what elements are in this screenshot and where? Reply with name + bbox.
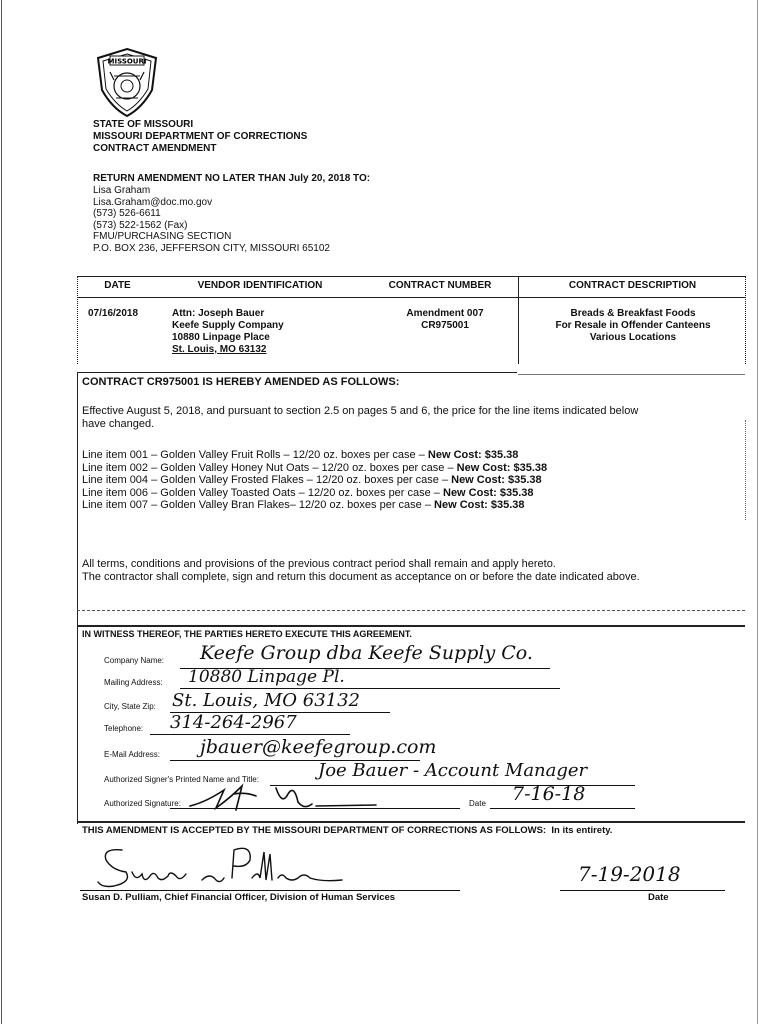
- description-line: Breads & Breakfast Foods: [570, 308, 696, 319]
- printed-name-field[interactable]: Joe Bauer - Account Manager: [318, 760, 588, 781]
- return-email: Lisa.Graham@doc.mo.gov: [93, 196, 213, 208]
- item-text: Line item 006 – Golden Valley Toasted Oats – 12/20 oz. boxes per case –: [82, 486, 443, 499]
- intro-line: have changed.: [82, 417, 155, 430]
- mailing-field[interactable]: 10880 Linpage Pl.: [188, 667, 345, 687]
- th-date: DATE: [104, 280, 131, 291]
- return-to-block: [93, 173, 370, 254]
- amend-top-rule-2: [518, 374, 745, 375]
- list-item: [82, 499, 742, 512]
- amend-left-rule: [77, 372, 78, 824]
- phone-field[interactable]: 314-264-2967: [170, 712, 297, 733]
- vendor-date-label: Date: [469, 799, 486, 808]
- td-vendor: [172, 308, 284, 356]
- terms-line: The contractor shall complete, sign and return this document as acceptance on or before the date indicated above.: [82, 570, 640, 583]
- phone-label: Telephone:: [104, 724, 144, 733]
- terms-paragraph: [82, 558, 747, 583]
- dept-signer-name: Susan D. Pulliam, Chief Financial Officer, Division of Human Services: [82, 892, 396, 903]
- return-address: P.O. BOX 236, JEFFERSON CITY, MISSOURI 65102: [93, 242, 330, 254]
- vendor-date-field[interactable]: 7-16-18: [512, 783, 586, 805]
- missouri-seal-logo: [92, 46, 162, 118]
- letterhead: [93, 119, 307, 155]
- table-top-rule: [77, 276, 745, 277]
- vendor-date-underline: [490, 808, 635, 809]
- vendor-line: 10880 Linpage Place: [172, 332, 270, 343]
- table-left-rule: [77, 276, 78, 364]
- description-line: Various Locations: [589, 332, 677, 343]
- item-cost: New Cost: $35.38: [451, 474, 542, 486]
- contract-number-line: CR975001: [421, 320, 469, 331]
- table-header-rule: [77, 297, 745, 298]
- vendor-line: Attn: Joseph Bauer: [172, 308, 265, 319]
- return-name: Lisa Graham: [93, 185, 151, 196]
- item-text: Line item 002 – Golden Valley Honey Nut Oats – 12/20 oz. boxes per case –: [82, 461, 457, 474]
- mailing-label: Mailing Address:: [104, 678, 163, 687]
- terms-line: All terms, conditions and provisions of the previous contract period shall remain and apply hereto.: [82, 558, 556, 570]
- return-heading: RETURN AMENDMENT NO LATER THAN July 20, 2018 TO:: [93, 173, 371, 184]
- vendor-signature-image[interactable]: [186, 780, 386, 814]
- mailing-underline: [180, 688, 560, 689]
- th-vendor: VENDOR IDENTIFICATION: [197, 280, 323, 291]
- td-description: [522, 308, 744, 344]
- email-field[interactable]: jbauer@keefegroup.com: [200, 736, 437, 758]
- item-text: Line item 007 – Golden Valley Bran Flakes– 12/20 oz. boxes per case –: [82, 499, 435, 511]
- seal-text: MISSOURI: [107, 57, 147, 66]
- phone-underline: [150, 734, 350, 735]
- header-doc-title: CONTRACT AMENDMENT: [93, 143, 217, 154]
- list-item: [82, 487, 742, 500]
- dept-date-underline: [560, 890, 725, 891]
- email-label: E-Mail Address:: [104, 750, 161, 759]
- witness-heading: IN WITNESS THEREOF, THE PARTIES HERETO EXECUTE THIS AGREEMENT.: [82, 629, 412, 639]
- amendment-intro: [82, 405, 742, 430]
- amend-top-rule: [77, 372, 517, 373]
- item-cost: New Cost: $35.38: [427, 449, 519, 461]
- table-right-rule: [745, 276, 746, 364]
- header-state: STATE OF MISSOURI: [93, 119, 194, 130]
- list-item: [82, 462, 742, 475]
- witness-rule: [77, 625, 745, 627]
- printed-name-label: Authorized Signer's Printed Name and Title:: [104, 775, 259, 784]
- vendor-line: St. Louis, MO 63132: [172, 344, 267, 355]
- item-cost: New Cost: $35.38: [443, 486, 534, 499]
- description-line: For Resale in Offender Canteens: [555, 320, 711, 331]
- vendor-line: Keefe Supply Company: [172, 320, 284, 331]
- amend-right-rule: [745, 420, 746, 520]
- contract-number-line: Amendment 007: [406, 308, 484, 319]
- company-label: Company Name:: [104, 656, 165, 665]
- city-label: City, State Zip:: [104, 702, 156, 711]
- list-item: [82, 474, 742, 487]
- th-description: CONTRACT DESCRIPTION: [568, 280, 697, 291]
- amendment-heading: CONTRACT CR975001 IS HEREBY AMENDED AS FOLLOWS:: [82, 376, 400, 388]
- return-section: FMU/PURCHASING SECTION: [93, 231, 232, 242]
- item-text: Line item 004 – Golden Valley Frosted Flakes – 12/20 oz. boxes per case –: [82, 474, 452, 486]
- witness-top-rule: [77, 610, 745, 611]
- city-field[interactable]: St. Louis, MO 63132: [172, 690, 360, 711]
- list-item: [82, 449, 742, 462]
- return-fax: (573) 522-1562 (Fax): [93, 219, 188, 231]
- company-field[interactable]: Keefe Group dba Keefe Supply Co.: [200, 642, 533, 664]
- header-department: MISSOURI DEPARTMENT OF CORRECTIONS: [93, 131, 308, 142]
- item-text: Line item 001 – Golden Valley Fruit Rolls – 12/20 oz. boxes per case –: [82, 449, 428, 461]
- page-edge-right: [757, 0, 758, 1024]
- dept-date-label: Date: [648, 892, 669, 903]
- return-phone: (573) 526-6611: [93, 208, 161, 219]
- signature-label: Authorized Signature:: [104, 799, 181, 808]
- acceptance-top-rule: [77, 821, 745, 823]
- dept-date-field[interactable]: 7-19-2018: [578, 862, 681, 886]
- item-cost: New Cost: $35.38: [456, 461, 548, 474]
- th-contract-number: CONTRACT NUMBER: [388, 280, 492, 291]
- td-date: 07/16/2018: [88, 308, 139, 319]
- acceptance-heading: [82, 825, 612, 837]
- acceptance-scope: In its entirety.: [551, 825, 613, 836]
- td-contract-number: [375, 308, 515, 332]
- intro-line: Effective August 5, 2018, and pursuant to section 2.5 on pages 5 and 6, the price for the line items indicated below: [82, 405, 639, 417]
- page-edge-left: [1, 0, 2, 1024]
- item-cost: New Cost: $35.38: [434, 499, 525, 511]
- acceptance-heading-text: THIS AMENDMENT IS ACCEPTED BY THE MISSOURI DEPARTMENT OF CORRECTIONS AS FOLLOWS:: [82, 825, 547, 836]
- dept-signature-image[interactable]: [92, 842, 352, 892]
- dept-signature-underline: [80, 890, 460, 891]
- table-col-rule: [518, 276, 519, 364]
- line-items-list: [82, 449, 742, 512]
